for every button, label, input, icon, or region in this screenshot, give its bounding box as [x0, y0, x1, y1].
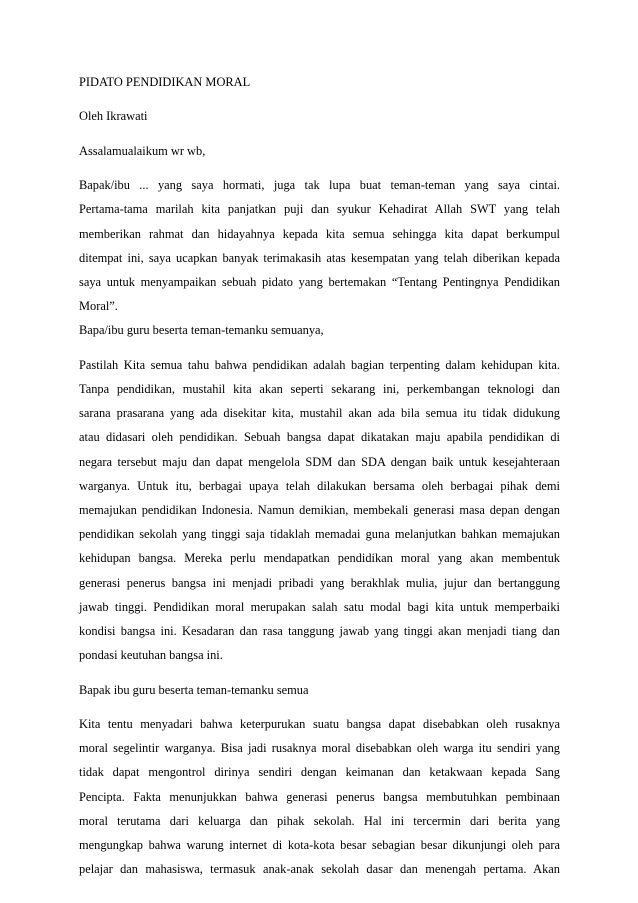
paragraph-line: Pencipta. Fakta menunjukkan bahwa generasi penerus bangsa membutuhkan pembinaan	[79, 789, 560, 804]
paragraph-line: generasi penerus bangsa ini menjadi pribadi yang berakhlak mulia, jujur dan bertanggung	[79, 575, 560, 590]
paragraph-line: moral segelintir warganya. Bisa jadi rusaknya moral disebabkan oleh warga itu sendiri yang	[79, 741, 560, 756]
paragraph-education	[79, 353, 560, 668]
paragraph-line: tidak dapat mengontrol dirinya sendiri dengan keimanan dan ketakwaan kepada Sang	[79, 765, 560, 780]
paragraph-line: moral terutama dari keluarga dan pihak sekolah. Hal ini tercermin dari berita yang	[79, 813, 560, 828]
document-title: PIDATO PENDIDIKAN MORAL	[79, 75, 251, 89]
paragraph-line: memberikan rahmat dan hidayahnya kepada kita semua sehingga kita dapat berkumpul	[79, 226, 560, 241]
paragraph-line: saya untuk menyampaikan sebuah pidato yang bertemakan “Tentang Pentingnya Pendidikan	[79, 274, 560, 289]
paragraph-line: negara tersebut maju dan dapat mengelola SDM dan SDA dengan baik untuk kesejahteraan	[79, 454, 560, 469]
paragraph-line: kondisi bangsa ini. Kesadaran dan rasa tanggung jawab yang tinggi akan menjadi tiang dan	[79, 624, 560, 639]
paragraph-line: mengungkap bahwa warung internet di kota-kota besar sebagian besar dikunjungi oleh para	[79, 838, 560, 853]
address-line-1: Bapa/ibu guru beserta teman-temanku semuanya,	[79, 323, 324, 338]
paragraph-line: kehidupan bangsa. Mereka perlu mendapatkan pendidikan moral yang akan membentuk	[79, 551, 560, 566]
paragraph-moral	[79, 712, 560, 881]
paragraph-line: jawab tinggi. Pendidikan moral merupakan salah satu modal bagi kita untuk memperbaiki	[79, 599, 560, 614]
paragraph-line: pendidikan sekolah yang tinggi saja tidaklah memadai guna melanjutkan bahkan memajukan	[79, 527, 560, 542]
paragraph-opening	[79, 173, 560, 318]
author-line: Oleh Ikrawati	[79, 109, 148, 124]
paragraph-line: ditempat ini, saya ucapkan banyak terimakasih atas kesempatan yang telah diberikan kepada	[79, 250, 560, 265]
paragraph-line: memajukan pendidikan Indonesia. Namun demikian, membekali generasi masa depan dengan	[79, 503, 560, 517]
paragraph-line: Moral”.	[79, 299, 118, 314]
paragraph-line: Pertama-tama marilah kita panjatkan puji dan syukur Kehadirat Allah SWT yang telah	[79, 202, 560, 217]
paragraph-line: pondasi keutuhan bangsa ini.	[79, 648, 223, 663]
paragraph-line: Kita tentu menyadari bahwa keterpurukan suatu bangsa dapat disebabkan oleh rusaknya	[79, 717, 560, 731]
greeting-line: Assalamualaikum wr wb,	[79, 143, 206, 158]
paragraph-line: Pastilah Kita semua tahu bahwa pendidikan adalah bagian terpenting dalam kehidupan kita.	[79, 357, 560, 372]
address-line-2: Bapak ibu guru beserta teman-temanku semua	[79, 682, 309, 697]
paragraph-line: atau didasari oleh pendidikan. Sebuah bangsa dapat dikatakan maju apabila pendidikan di	[79, 430, 560, 445]
paragraph-line: Bapak/ibu ... yang saya hormati, juga tak lupa buat teman-teman yang saya cintai.	[79, 178, 560, 193]
document-page	[79, 70, 560, 881]
paragraph-line: pelajar dan mahasiswa, termasuk anak-anak sekolah dasar dan menengah pertama. Akan	[79, 862, 560, 877]
paragraph-line: sarana prasarana yang ada disekitar kita, mustahil akan ada bila semua itu tidak didukung	[79, 406, 560, 421]
paragraph-line: Tanpa pendidikan, mustahil kita akan seperti sekarang ini, perkembangan teknologi dan	[79, 381, 560, 396]
paragraph-line: warganya. Untuk itu, berbagai upaya telah dilakukan bersama oleh berbagai pihak demi	[79, 478, 560, 493]
